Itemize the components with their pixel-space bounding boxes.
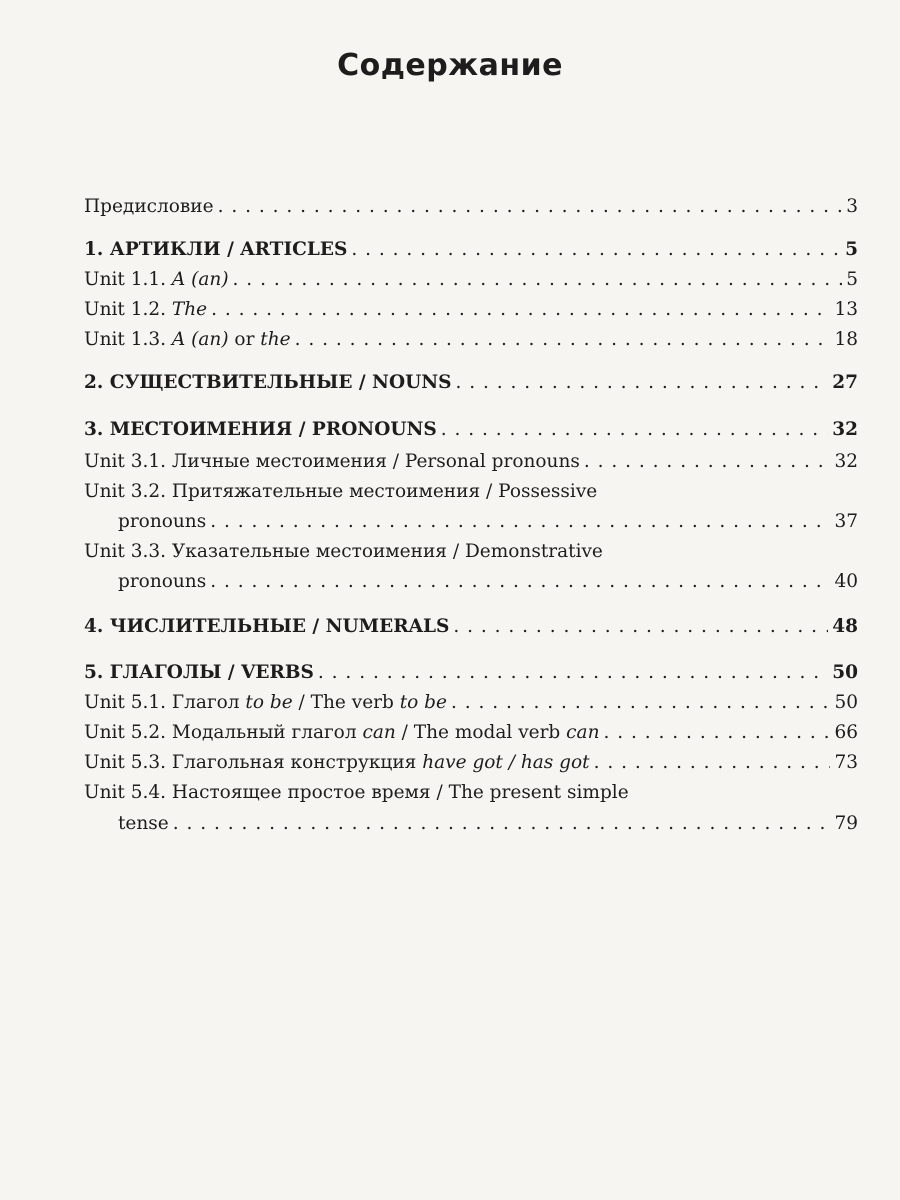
dot-leader (210, 510, 830, 534)
entry-title-part: Предисловие (84, 196, 214, 217)
toc-entry (84, 268, 858, 292)
toc-entry (84, 298, 858, 322)
entry-title (84, 691, 447, 715)
entry-title-part: Unit 5.3. Глагольная конструкция (84, 752, 423, 773)
entry-title-part: Unit 5.1. Глагол (84, 692, 246, 713)
entry-title-part: Unit 3.3. Указательные местоимения / Demonstrative (84, 541, 603, 562)
dot-leader (318, 661, 828, 685)
page-number: 3 (846, 196, 858, 217)
entry-title (84, 450, 580, 474)
page-number: 18 (834, 329, 858, 350)
toc-entry (84, 480, 858, 504)
toc-entry (84, 328, 858, 352)
dot-leader (351, 238, 841, 262)
dot-leader (218, 195, 843, 219)
page-number: 27 (832, 372, 858, 393)
page-number: 13 (834, 299, 858, 320)
toc-entry (84, 721, 858, 745)
toc-section-entry (84, 371, 858, 395)
entry-title-part: Unit 3.2. Притяжательные местоимения / Possessive (84, 481, 598, 502)
page-number: 37 (834, 511, 858, 532)
dot-leader (210, 570, 830, 594)
dot-leader (453, 615, 828, 639)
entry-title (84, 661, 314, 685)
page-number: 50 (832, 662, 858, 683)
entry-title-part: 4. ЧИСЛИТЕЛЬНЫЕ / NUMERALS (84, 616, 450, 637)
entry-title-italic-part: The (171, 299, 208, 320)
entry-title (84, 328, 291, 352)
entry-title-part: / The verb (292, 692, 400, 713)
toc-section-entry (84, 661, 858, 685)
entry-title-italic-part: A (an) (171, 269, 229, 290)
entry-title (84, 721, 599, 745)
entry-title (84, 615, 449, 639)
entry-title (84, 298, 207, 322)
toc-entry (84, 540, 858, 564)
entry-title (84, 751, 590, 775)
toc-entry (84, 751, 858, 775)
entry-title (84, 480, 597, 504)
page-number: 40 (834, 571, 858, 592)
entry-title-part: Unit 1.3. (84, 329, 172, 350)
entry-title (84, 268, 229, 292)
entry-title (84, 418, 437, 442)
page-number: 73 (834, 752, 858, 773)
entry-title-italic-part: to be (399, 692, 447, 713)
dot-leader (603, 721, 830, 745)
toc-entry (118, 510, 858, 534)
entry-title-part: Unit 5.2. Модальный глагол (84, 722, 363, 743)
entry-title-part: Unit 1.2. (84, 299, 172, 320)
toc-section-entry (84, 418, 858, 442)
page-number: 5 (846, 269, 858, 290)
entry-title-part: / The modal verb (395, 722, 567, 743)
entry-title-italic-part: can (362, 722, 396, 743)
entry-title-part: tense (118, 813, 169, 834)
dot-leader (451, 691, 830, 715)
entry-title-italic-part: have got / has got (422, 752, 590, 773)
toc-entry (84, 450, 858, 474)
dot-leader (211, 298, 830, 322)
entry-title (84, 781, 629, 805)
entry-title-part: Unit 1.1. (84, 269, 172, 290)
entry-title-italic-part: A (an) (171, 329, 229, 350)
entry-title-part: Unit 3.1. Личные местоимения / Personal pronouns (84, 451, 580, 472)
dot-leader (441, 418, 829, 442)
entry-title (84, 540, 603, 564)
dot-leader (173, 812, 831, 836)
page-number: 50 (834, 692, 858, 713)
page-number: 48 (832, 616, 858, 637)
toc-section-entry (84, 238, 858, 262)
entry-title-part: 3. МЕСТОИМЕНИЯ / PRONOUNS (84, 419, 437, 440)
entry-title-part: 2. СУЩЕСТВИТЕЛЬНЫЕ / NOUNS (84, 372, 452, 393)
entry-title-part: or (228, 329, 261, 350)
dot-leader (233, 268, 843, 292)
page-title: Содержание (337, 48, 563, 83)
toc-entry (84, 195, 858, 219)
entry-title (84, 371, 452, 395)
toc-entry (84, 691, 858, 715)
entry-title (118, 570, 206, 594)
page-number: 32 (832, 419, 858, 440)
entry-title-part: 5. ГЛАГОЛЫ / VERBS (84, 662, 314, 683)
entry-title-part: pronouns (118, 511, 207, 532)
entry-title (118, 510, 206, 534)
entry-title (118, 812, 169, 836)
entry-title-italic-part: can (566, 722, 600, 743)
toc-entry (84, 781, 858, 805)
entry-title (84, 238, 347, 262)
page-number: 32 (834, 451, 858, 472)
dot-leader (594, 751, 831, 775)
toc-entry (118, 570, 858, 594)
dot-leader (584, 450, 831, 474)
dot-leader (295, 328, 831, 352)
toc-section-entry (84, 615, 858, 639)
page-number: 66 (834, 722, 858, 743)
entry-title-part: 1. АРТИКЛИ / ARTICLES (84, 239, 348, 260)
page-number: 79 (834, 813, 858, 834)
entry-title-part: Unit 5.4. Настоящее простое время / The present simple (84, 782, 629, 803)
entry-title-italic-part: the (260, 329, 291, 350)
dot-leader (456, 371, 829, 395)
toc-entry (118, 812, 858, 836)
entry-title (84, 195, 214, 219)
entry-title-italic-part: to be (245, 692, 293, 713)
page-number: 5 (845, 239, 858, 260)
entry-title-part: pronouns (118, 571, 207, 592)
